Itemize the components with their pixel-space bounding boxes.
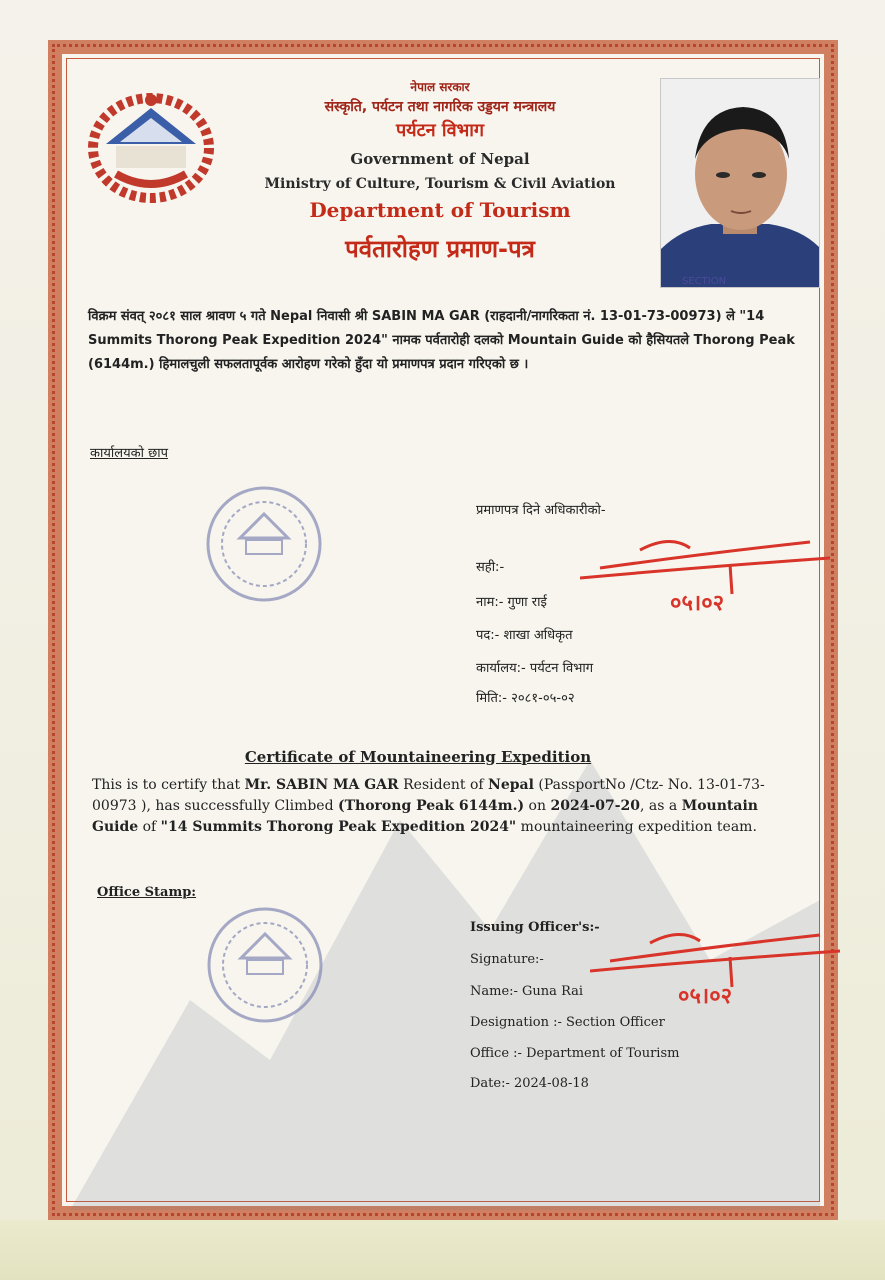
header-department-english: Department of Tourism xyxy=(309,198,571,222)
nepali-officer-designation: पद:- शाखा अधिकृत xyxy=(476,628,573,643)
header-ministry-nepali: संस्कृति, पर्यटन तथा नागरिक उड्डयन मन्त्रालय xyxy=(324,99,556,115)
office-seal-icon xyxy=(200,478,328,610)
english-issue-date: Date:- 2024-08-18 xyxy=(470,1076,589,1091)
issuing-officer-label: Issuing Officer's:- xyxy=(470,920,600,935)
nepali-office-stamp-label: कार्यालयको छाप xyxy=(90,446,168,461)
certificate-title-english: Certificate of Mountaineering Expedition xyxy=(244,748,592,766)
photo-stamp-text: SECTION xyxy=(682,276,727,287)
signature-date-text: ०५।०२ xyxy=(678,984,733,1009)
header-department-nepali: पर्यटन विभाग xyxy=(395,120,485,141)
nepali-authority-label: प्रमाणपत्र दिने अधिकारीको- xyxy=(476,503,606,518)
header-ministry-english: Ministry of Culture, Tourism & Civil Aviation xyxy=(264,176,616,192)
english-officer-office: Office :- Department of Tourism xyxy=(470,1046,680,1061)
nepali-officer-name: नाम:- गुणा राई xyxy=(476,595,547,610)
header-nepal-sarkar: नेपाल सरकार xyxy=(410,80,470,94)
english-officer-designation: Designation :- Section Officer xyxy=(470,1015,665,1030)
english-signature-label: Signature:- xyxy=(470,952,544,967)
signature-date-text: ०५।०२ xyxy=(670,591,725,616)
nepali-officer-office: कार्यालय:- पर्यटन विभाग xyxy=(476,661,594,676)
english-certificate-paragraph: This is to certify that Mr. SABIN MA GAR Resident of Nepal (PassportNo /Ctz- No. 13-01-73-00973 ), has successfully Climbed (Thorong Peak 6144m.) on 2024-07-20, as a Mountain Guide of "14 Summits Thorong Peak Expedition 2024" mountaineering expedition team. xyxy=(92,777,765,835)
nepali-certificate-date: मिति:- २०८१-०५-०२ xyxy=(476,691,575,706)
signature-icon xyxy=(590,915,850,1015)
nepali-signature-label: सही:- xyxy=(476,560,505,575)
certificate-title-nepali: पर्वतारोहण प्रमाण-पत्र xyxy=(345,235,535,263)
nepali-certificate-paragraph: विक्रम संवत् २०८१ साल श्रावण ५ गते Nepal निवासी श्री SABIN MA GAR (राहदानी/नागरिकता नं. 13-01-73-00973) ले "14 Summits Thorong Peak Expedition 2024" नामक पर्वतारोही दलको Mountain Guide को हैसियतले Thorong Peak (6144m.) हिमालचुली सफलतापूर्वक आरोहण गरेको हुँदा यो प्रमाणपत्र प्रदान गरिएको छ । xyxy=(88,309,795,372)
nepal-coat-of-arms-icon xyxy=(86,86,216,204)
signature-icon xyxy=(580,520,840,620)
header-government-english: Government of Nepal xyxy=(350,150,530,168)
person-portrait-icon xyxy=(660,78,820,288)
office-seal-icon xyxy=(200,900,330,1030)
paper-edge xyxy=(0,1220,885,1280)
english-office-stamp-label: Office Stamp: xyxy=(97,885,197,900)
english-officer-name: Name:- Guna Rai xyxy=(470,984,584,999)
